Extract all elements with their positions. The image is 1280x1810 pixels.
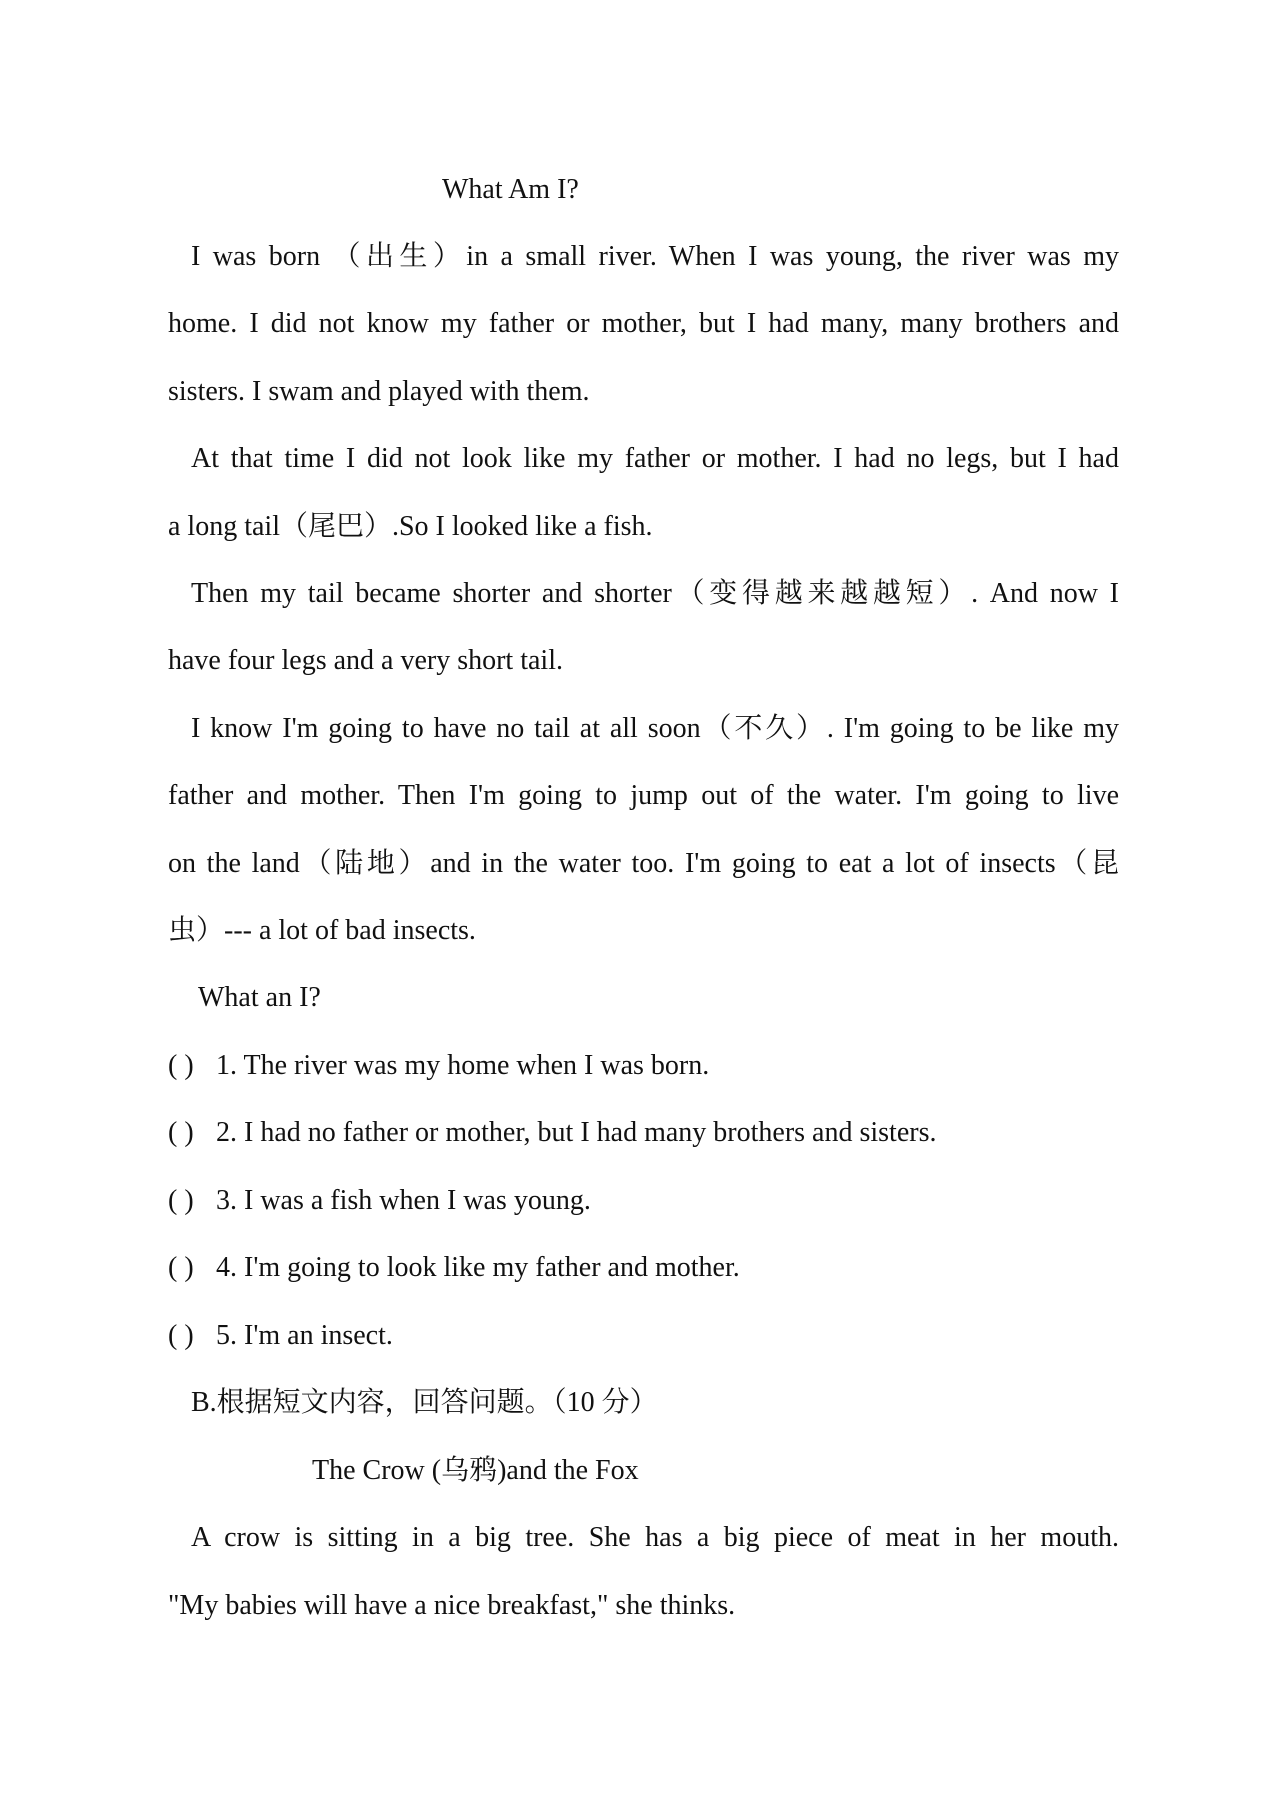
answer-bracket[interactable]: ( ): [168, 1252, 194, 1283]
answer-bracket[interactable]: ( ): [168, 1050, 194, 1081]
paragraph-line: I know I'm going to have no tail at all soon（不久）. I'm going to be like my: [191, 713, 1119, 744]
paragraph-line: have four legs and a very short tail.: [168, 645, 563, 676]
question-text: 1. The river was my home when I was born.: [216, 1050, 710, 1081]
answer-bracket[interactable]: ( ): [168, 1117, 194, 1148]
paragraph-line: father and mother. Then I'm going to jump out of the water. I'm going to live: [168, 780, 1119, 811]
paragraph-line: Then my tail became shorter and shorter（变得越来越越短）. And now I: [191, 578, 1119, 609]
paragraph-line: 虫）--- a lot of bad insects.: [168, 915, 476, 946]
paragraph-line: A crow is sitting in a big tree. She has a big piece of meat in her mouth.: [191, 1522, 1119, 1553]
question-item: [168, 1046, 1119, 1086]
question-text: 4. I'm going to look like my father and mother.: [216, 1252, 740, 1283]
question-text: 2. I had no father or mother, but I had many brothers and sisters.: [216, 1117, 937, 1148]
paragraph-line: on the land（陆地）and in the water too. I'm going to eat a lot of insects（昆: [168, 848, 1119, 879]
answer-bracket[interactable]: ( ): [168, 1185, 194, 1216]
paragraph-line: home. I did not know my father or mother, but I had many, many brothers and: [168, 308, 1119, 339]
question-text: 3. I was a fish when I was young.: [216, 1185, 591, 1216]
question-item: [168, 1181, 1119, 1221]
question-item: [168, 1316, 1119, 1356]
section-heading: B.根据短文内容，回答问题。（10 分）: [191, 1387, 658, 1418]
question-item: [168, 1113, 1119, 1153]
paragraph-line: sisters. I swam and played with them.: [168, 376, 590, 407]
story-title: What Am I?: [442, 174, 579, 205]
paragraph-line: I was born （出生）in a small river. When I was young, the river was my: [191, 241, 1119, 272]
story-title: The Crow (乌鸦)and the Fox: [312, 1455, 639, 1486]
paragraph-line: At that time I did not look like my father or mother. I had no legs, but I had: [191, 443, 1119, 474]
question-item: [168, 1248, 1119, 1288]
question-prompt: What an I?: [198, 982, 321, 1013]
paragraph-line: a long tail（尾巴）.So I looked like a fish.: [168, 511, 653, 542]
answer-bracket[interactable]: ( ): [168, 1320, 194, 1351]
question-text: 5. I'm an insect.: [216, 1320, 393, 1351]
paragraph-line: "My babies will have a nice breakfast," she thinks.: [168, 1590, 736, 1621]
